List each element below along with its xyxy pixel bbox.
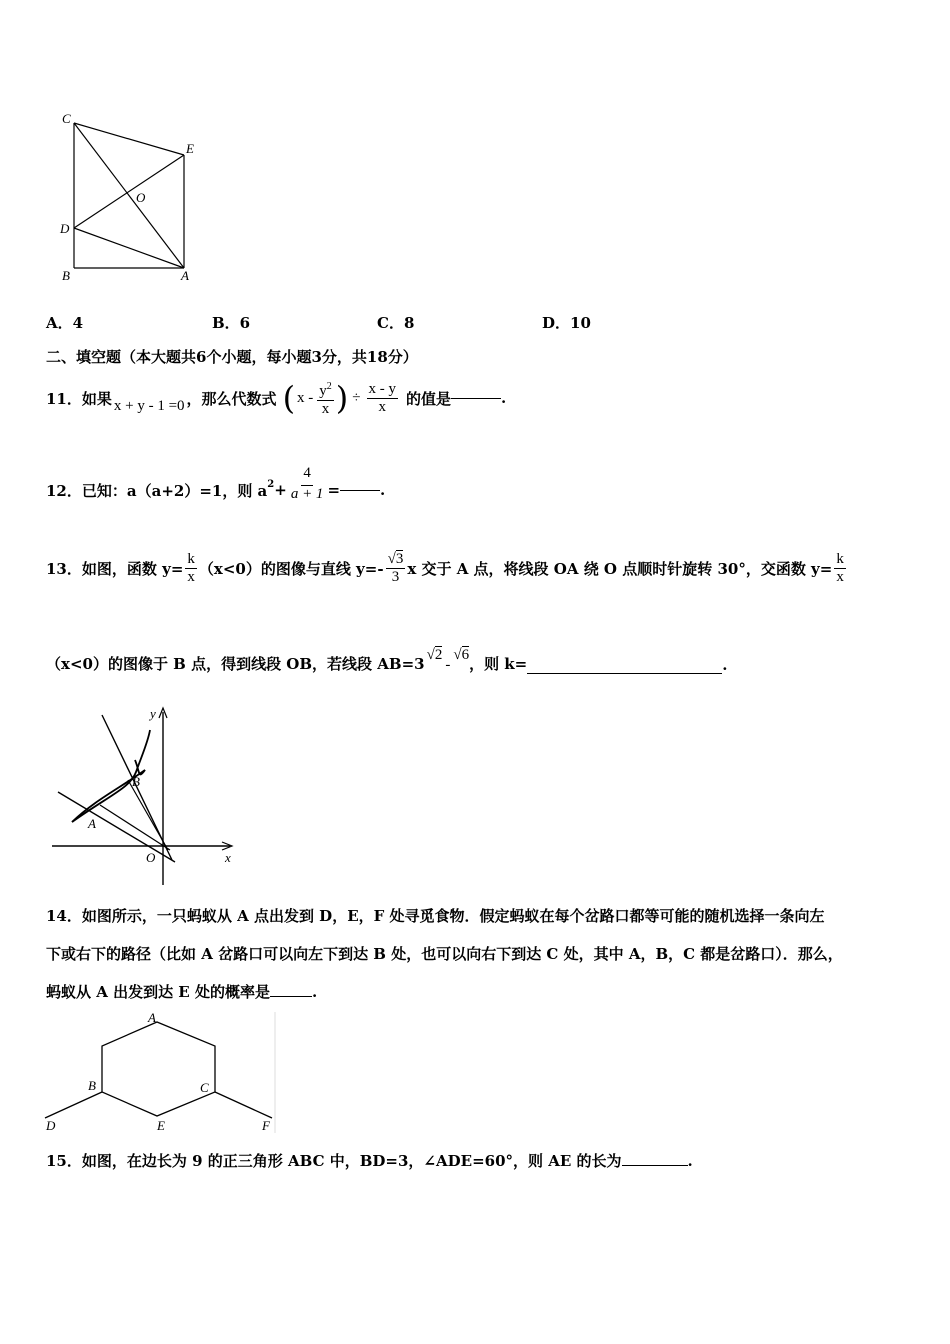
label-e: E (157, 1118, 165, 1133)
q13-sqrt3: 3 (395, 550, 404, 567)
q13-k-1: k (187, 550, 195, 567)
q13-x-2: x (836, 568, 844, 585)
q11-frac2-den: x (378, 398, 387, 415)
q11-divide: ÷ (352, 389, 361, 406)
q11-end: . (501, 389, 507, 407)
q13-sqrt6: 6 (461, 647, 470, 663)
q13-line2-b: ，则 k= (469, 655, 528, 673)
label-e: E (186, 141, 194, 156)
label-y-axis: y (150, 706, 156, 721)
q13-p2: （x<0）的图像与直线 y=- (198, 559, 384, 578)
label-b: B (88, 1078, 96, 1093)
q13-answer-blank[interactable] (527, 673, 722, 674)
q11-left-paren: ( (282, 379, 296, 417)
q11-frac1-den: x (321, 401, 330, 417)
q11-condition: x + y - 1 =0 (113, 397, 185, 414)
label-x-axis: x (225, 850, 231, 865)
q13-end: . (722, 656, 728, 674)
label-a: A (181, 268, 189, 283)
q14-end: . (311, 983, 318, 1001)
q11-number: 11．如果 (46, 389, 112, 408)
q13-k-2: k (836, 550, 844, 567)
section-title: 二、填空题（本大题共6个小题，每小题3分，共18分） (46, 348, 418, 366)
figure-square-diagram (50, 105, 210, 285)
q12-frac-den: a + 1 (290, 486, 324, 502)
option-d[interactable]: D．10 (542, 314, 591, 332)
q12-end: . (380, 481, 386, 499)
q15-answer-blank[interactable] (622, 1165, 688, 1166)
label-c: C (62, 111, 71, 126)
q13-frac-sqrt3: $\frac{√3}{3}$ (387, 550, 404, 585)
figure-function-graph (50, 700, 250, 890)
q11-frac1-num: y (319, 383, 327, 399)
label-d: D (46, 1118, 56, 1133)
q11-mid: ，那么代数式 (186, 389, 277, 408)
option-b[interactable]: B．6 (212, 314, 251, 332)
q11-frac1-sup: 2 (326, 381, 332, 392)
label-b: B (62, 268, 70, 283)
label-a: A (148, 1010, 156, 1025)
q13-frac-k-2 (834, 551, 846, 586)
q15-end: . (687, 1152, 693, 1170)
q13-x-1: x (187, 568, 195, 585)
q14-line3-text: 蚂蚁从 A 出发到达 E 处的概率是 (46, 983, 270, 1001)
q13-frac-k-1 (185, 551, 197, 586)
q13-p1: 13．如图，函数 y= (46, 559, 184, 578)
option-c[interactable]: C．8 (377, 314, 415, 332)
q14-answer-blank[interactable] (270, 996, 312, 997)
q13-three: 3 (391, 568, 400, 585)
q12-text: 12．已知：a（a+2）=1，则 a (46, 481, 268, 500)
q13-sqrt2: 2 (434, 647, 443, 663)
label-o: O (136, 190, 146, 205)
q15-text: 15．如图，在边长为 9 的正三角形 ABC 中，BD=3，∠ADE=60°，则 AE 的长为 (46, 1152, 622, 1170)
q11-right-paren: ) (335, 379, 349, 417)
question-14-line1: 14．如图所示，一只蚂蚁从 A 点出发到 D，E，F 处寻觅食物．假定蚂蚁在每个岔路口都等可能的随机选择一条向左 (46, 907, 825, 925)
q11-answer-blank[interactable] (451, 398, 501, 399)
label-d: D (60, 221, 70, 236)
label-c: C (200, 1080, 209, 1095)
q12-plus: + (274, 481, 287, 499)
q13-line2-a: （x<0）的图像于 B 点，得到线段 OB，若线段 AB=3 (46, 655, 425, 673)
q11-frac2-num: x - y (368, 380, 397, 397)
question-13-line2: （x<0）的图像于 B 点，得到线段 OB，若线段 AB=3 √2 - √6 ，则 k= . (46, 647, 728, 674)
label-f: F (262, 1118, 270, 1133)
q12-fraction (289, 461, 326, 503)
q12-eq: = (327, 481, 341, 499)
label-o: O (146, 850, 156, 865)
label-b: B (132, 774, 140, 789)
q12-sup: 2 (267, 478, 275, 490)
q13-p3: x 交于 A 点，将线段 OA 绕 O 点顺时针旋转 30°，交函数 y= (407, 559, 833, 578)
question-14-line3 (46, 981, 317, 1002)
question-12 (46, 452, 385, 512)
q11-tail: 的值是 (406, 389, 452, 408)
q12-answer-blank[interactable] (340, 490, 380, 491)
option-a[interactable]: A．4 (46, 314, 84, 332)
question-13 (46, 538, 848, 598)
label-a: A (88, 816, 96, 831)
q13-minus: - (445, 657, 451, 673)
q12-frac-num: 4 (301, 461, 313, 486)
question-14-line2: 下或右下的路径（比如 A 岔路口可以向左下到达 B 处，也可以向右下到达 C 处，其中 A，B，C 都是岔路口）．那么， (46, 945, 843, 963)
q11-fraction-1 (317, 378, 334, 418)
q11-fraction-2 (367, 381, 399, 416)
question-11 (46, 370, 506, 426)
question-15 (46, 1150, 693, 1171)
figure-ant-paths (40, 1010, 280, 1135)
q11-expr-a: x - (297, 389, 314, 406)
